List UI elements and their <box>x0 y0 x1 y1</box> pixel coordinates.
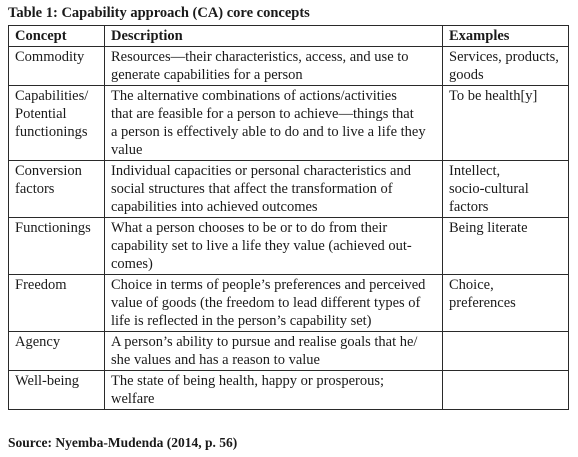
cell-line: a person is effectively able to do and to live a life they <box>111 124 426 140</box>
table-header-row <box>9 26 569 47</box>
cell-line: generate capabilities for a person <box>111 67 303 83</box>
cell-line: welfare <box>111 391 155 407</box>
cell-line: Choice in terms of people’s preferences and perceived <box>111 277 426 293</box>
table-row <box>9 371 569 410</box>
cell-line: capability set to live a life they value (achieved out- <box>111 238 412 254</box>
cell-line: functionings <box>15 124 88 140</box>
column-header-examples: Examples <box>443 26 569 47</box>
table-body <box>9 47 569 410</box>
cell-line: goods <box>449 67 484 83</box>
examples-cell <box>443 161 569 218</box>
cell-line: capabilities into achieved outcomes <box>111 199 318 215</box>
cell-line: comes) <box>111 256 153 272</box>
description-cell <box>105 218 443 275</box>
cell-line: A person’s ability to pursue and realise goals that he/ <box>111 334 418 350</box>
concept-cell <box>9 371 105 410</box>
cell-line: value of goods (the freedom to lead different types of <box>111 295 421 311</box>
table-row <box>9 47 569 86</box>
cell-line: Choice, <box>449 277 494 293</box>
cell-line: The alternative combinations of actions/activities <box>111 88 397 104</box>
cell-line: social structures that affect the transformation of <box>111 181 393 197</box>
cell-line: preferences <box>449 295 516 311</box>
description-cell <box>105 371 443 410</box>
concept-cell <box>9 332 105 371</box>
description-cell <box>105 332 443 371</box>
cell-line: To be health[y] <box>449 88 538 104</box>
cell-line: socio-cultural <box>449 181 529 197</box>
table-row <box>9 332 569 371</box>
examples-cell <box>443 371 569 410</box>
cell-line: Resources—their characteristics, access, and use to <box>111 49 409 65</box>
concept-cell <box>9 275 105 332</box>
table-source-note: Source: Nyemba-Mudenda (2014, p. 56) <box>8 435 238 450</box>
cell-line: Capabilities/ <box>15 88 89 104</box>
cell-line: Potential <box>15 106 67 122</box>
capability-concepts-table <box>8 25 569 410</box>
examples-cell <box>443 218 569 275</box>
cell-line: Services, products, <box>449 49 559 65</box>
table-row <box>9 161 569 218</box>
concept-cell <box>9 218 105 275</box>
column-header-description: Description <box>105 26 443 47</box>
cell-line: she values and has a reason to value <box>111 352 320 368</box>
examples-cell <box>443 332 569 371</box>
description-cell <box>105 275 443 332</box>
cell-line: Being literate <box>449 220 528 236</box>
table-row <box>9 275 569 332</box>
column-header-concept: Concept <box>9 26 105 47</box>
cell-line: The state of being health, happy or prosperous; <box>111 373 385 389</box>
cell-line: Agency <box>15 334 61 350</box>
table-row <box>9 86 569 161</box>
description-cell <box>105 161 443 218</box>
table-caption: Table 1: Capability approach (CA) core concepts <box>8 5 310 21</box>
cell-line: Conversion <box>15 163 82 179</box>
cell-line: factors <box>449 199 489 215</box>
examples-cell <box>443 275 569 332</box>
concept-cell <box>9 86 105 161</box>
cell-line: value <box>111 142 143 158</box>
cell-line: What a person chooses to be or to do from their <box>111 220 388 236</box>
cell-line: Well-being <box>15 373 80 389</box>
cell-line: Commodity <box>15 49 85 65</box>
cell-line: life is reflected in the person’s capability set) <box>111 313 372 329</box>
cell-line: factors <box>15 181 55 197</box>
table-row <box>9 218 569 275</box>
concept-cell <box>9 47 105 86</box>
description-cell <box>105 47 443 86</box>
examples-cell <box>443 47 569 86</box>
cell-line: Individual capacities or personal characteristics and <box>111 163 411 179</box>
cell-line: that are feasible for a person to achieve—things that <box>111 106 414 122</box>
cell-line: Freedom <box>15 277 67 293</box>
description-cell <box>105 86 443 161</box>
cell-line: Intellect, <box>449 163 501 179</box>
examples-cell <box>443 86 569 161</box>
concept-cell <box>9 161 105 218</box>
cell-line: Functionings <box>15 220 91 236</box>
